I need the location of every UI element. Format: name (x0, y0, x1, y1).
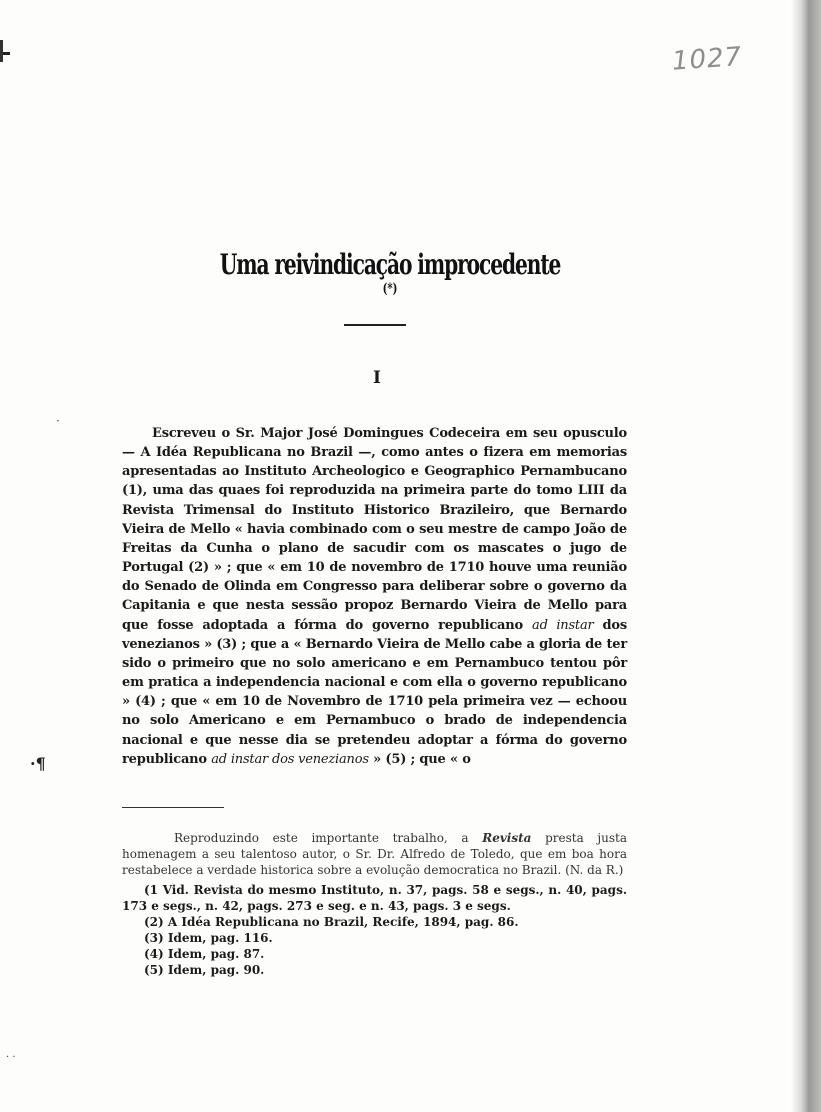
margin-mark: · · (6, 1052, 16, 1063)
body-text-part: dos venezianos » (3) ; que a « Bernardo Vieira de Mello cabe a gloria de ter sido o primeiro que no solo americano e em Pernambuco tentou pôr em pratica a independencia nacional e com ella o governo republicano » (4) ; que « em 10 de Novembro de 1710 pela primeira vez — echoou no solo Americano e em Pernambuco o brado de independencia nacional e que nesse dia se pretendeu adoptar a fórma do governo republicano (122, 617, 628, 767)
body-italic-phrase: ad instar dos venezianos (211, 751, 369, 767)
page-right-edge (791, 0, 821, 1112)
page-left-mark-vertical (0, 40, 3, 62)
footnote-3: (3) Idem, pag. 116. (144, 931, 273, 945)
footnote-text: Reproduzindo este importante trabalho, a (174, 831, 469, 845)
title-text: Uma reivindicação improcedente (219, 248, 561, 281)
title-divider (344, 324, 406, 326)
document-title (217, 248, 563, 314)
footnote-divider (122, 807, 224, 808)
title-note: (*) (382, 281, 398, 297)
footnote-editor-note (122, 830, 627, 878)
footnote-1: (1 Vid. Revista do mesmo Instituto, n. 37, pags. 58 e segs., n. 40, pags. 173 e segs., n. 42, pags. 273 e seg. e n. 43, pags. 3 e segs. (122, 883, 627, 913)
body-text-part: » (5) ; que « o (373, 751, 471, 767)
margin-mark: ·¶ (30, 754, 46, 773)
archive-number: 1027 (671, 41, 744, 77)
footnote-text: presta justa homenagem a seu talentoso autor, o Sr. Dr. Alfredo de Toledo, que em boa hora restabelece a verdade historica sobre a evolução democratica no Brazil. (N. da R.) (122, 831, 627, 877)
body-italic-phrase: ad instar (532, 617, 594, 633)
footnotes (122, 830, 627, 978)
footnote-2: (2) A Idéa Republicana no Brazil, Recife, 1894, pag. 86. (144, 915, 519, 929)
footnote-italic: Revista (482, 831, 532, 845)
body-text-part: Escreveu o Sr. Major José Domingues Codeceira em seu opusculo — A Idéa Republicana no Brazil —, como antes o fizera em memorias apresentadas ao Instituto Archeologico e Geographico Pernambucano (1), uma das quaes foi reproduzida na primeira parte do tomo LIII da Revista Trimensal do Instituto Historico Brazileiro, que Bernardo Vieira de Mello « havia combinado com o seu mestre de campo João de Freitas da Cunha o plano de sacudir com os mascates o jugo de Portugal (2) » ; que « em 10 de novembro de 1710 houve uma reunião do Senado de Olinda em Congresso para deliberar sobre o governo da Capitania e que nesta sessão propoz Bernardo Vieira de Mello para que fosse adoptada a fórma do governo republicano (122, 426, 627, 633)
section-numeral: I (373, 368, 381, 388)
margin-mark: · (56, 414, 60, 428)
footnote-5: (5) Idem, pag. 90. (144, 963, 265, 977)
body-paragraph (122, 424, 627, 769)
footnote-4: (4) Idem, pag. 87. (144, 947, 265, 961)
